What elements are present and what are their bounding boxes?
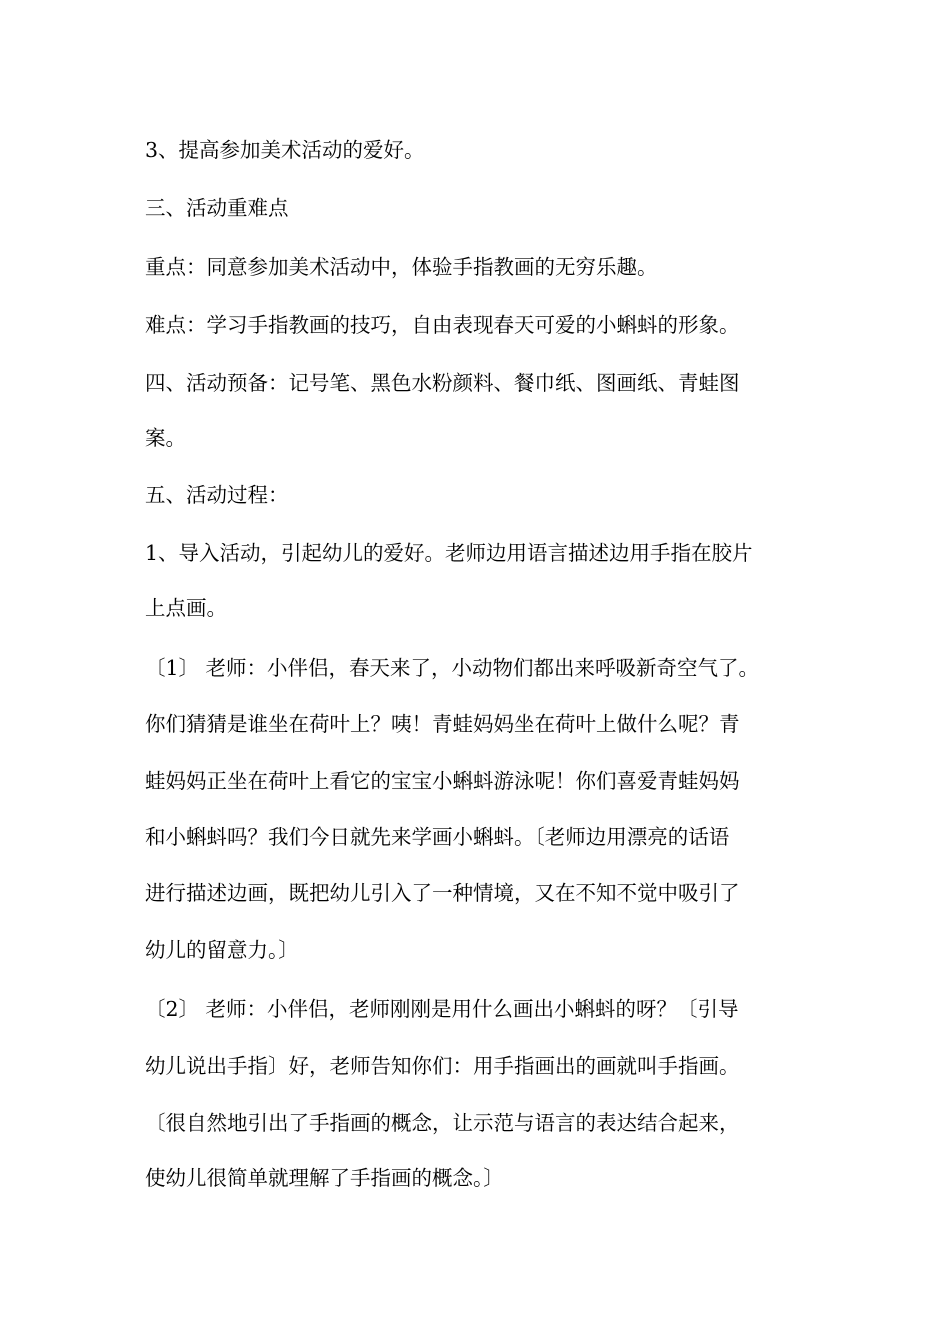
text-line: 蛙妈妈正坐在荷叶上看它的宝宝小蝌蚪游泳呢！你们喜爱青蛙妈妈	[145, 769, 740, 793]
section-heading: 四、活动预备：记号笔、黑色水粉颜料、餐巾纸、图画纸、青蛙图	[145, 371, 740, 395]
text-line: 进行描述边画，既把幼儿引入了一种情境，又在不知不觉中吸引了	[145, 881, 740, 905]
text-line: 〔1〕 老师：小伴侣，春天来了，小动物们都出来呼吸新奇空气了。	[145, 656, 760, 680]
text-line: 幼儿说出手指〕好，老师告知你们：用手指画出的画就叫手指画。	[145, 1054, 740, 1078]
text-line: 和小蝌蚪吗？我们今日就先来学画小蝌蚪。〔老师边用漂亮的话语	[145, 825, 730, 849]
text-line: 幼儿的留意力。〕	[145, 938, 299, 962]
text-line: 使幼儿很简单就理解了手指画的概念。〕	[145, 1166, 504, 1190]
text-line: 〔2〕 老师：小伴侣，老师刚刚是用什么画出小蝌蚪的呀？〔引导	[145, 997, 739, 1021]
text-line: 〔很自然地引出了手指画的概念，让示范与语言的表达结合起来，	[145, 1111, 740, 1135]
text-line: 难点：学习手指教画的技巧，自由表现春天可爱的小蝌蚪的形象。	[145, 313, 740, 337]
text-line: 你们猜猜是谁坐在荷叶上？咦！青蛙妈妈坐在荷叶上做什么呢？青	[145, 712, 740, 736]
text-line: 上点画。	[145, 596, 227, 620]
section-heading: 五、活动过程：	[145, 483, 289, 507]
text-line: 1、导入活动，引起幼儿的爱好。老师边用语言描述边用手指在胶片	[145, 541, 753, 565]
text-line: 重点：同意参加美术活动中，体验手指教画的无穷乐趣。	[145, 255, 658, 279]
section-heading: 三、活动重难点	[145, 196, 289, 220]
text-line: 3、提高参加美术活动的爱好。	[145, 138, 425, 162]
text-line: 案。	[145, 426, 186, 450]
